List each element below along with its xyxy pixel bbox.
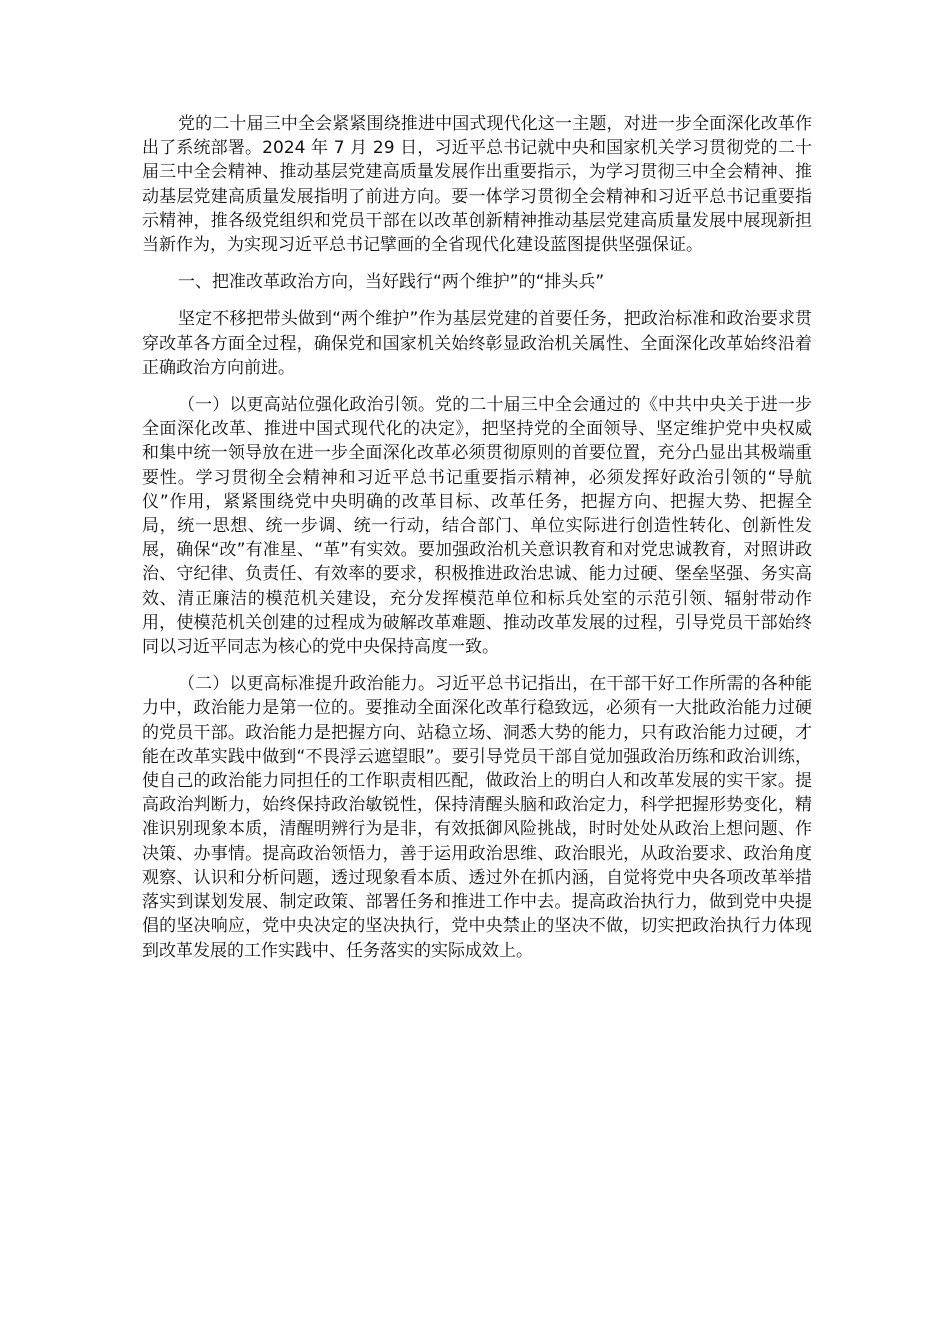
intro-paragraph: 党的二十届三中全会紧紧围绕推进中国式现代化这一主题，对进一步全面深化改革作出了系统部署。2024 年 7 月 29 日，习近平总书记就中央和国家机关学习贯彻党的二十届三中全会精神、推动基层党建高质量发展作出重要指示，为学习贯彻三中全会精神、推动基层党建高质量发展指明了前进方向。要一体学习贯彻全会精神和习近平总书记重要指示精神，推各级党组织和党员干部在以改革创新精神推动基层党建高质量发展中展现新担当新作为，为实现习近平总书记擘画的全省现代化建设蓝图提供坚强保证。 xyxy=(142,114,812,256)
section-1-paragraph: 坚定不移把带头做到“两个维护”作为基层党建的首要任务，把政治标准和政治要求贯穿改革各方面全过程，确保党和国家机关始终彰显政治机关属性、全面深化改革始终沿着正确政治方向前进。 xyxy=(142,309,812,378)
document-body xyxy=(142,112,812,976)
subsection-1-paragraph: （一）以更高站位强化政治引领。党的二十届三中全会通过的《中共中央关于进一步全面深化改革、推进中国式现代化的决定》，把坚持党的全面领导、坚定维护党中央权威和集中统一领导放在进一步全面深化改革必须贯彻原则的首要位置，充分凸显出其极端重要性。学习贯彻全会精神和习近平总书记重要指示精神，必须发挥好政治引领的“导航仪”作用，紧紧围绕党中央明确的改革目标、改革任务，把握方向、把握大势、把握全局，统一思想、统一步调、统一行动，结合部门、单位实际进行创造性转化、创新性发展，确保“改”有准星、“革”有实效。要加强政治机关意识教育和对党忠诚教育，对照讲政治、守纪律、负责任、有效率的要求，积极推进政治忠诚、能力过硬、堡垒坚强、务实高效、清正廉洁的模范机关建设，充分发挥模范单位和标兵处室的示范引领、辐射带动作用，使模范机关创建的过程成为破解改革难题、推动改革发展的过程，引导党员干部始终同以习近平同志为核心的党中央保持高度一致。 xyxy=(142,395,812,658)
subsection-2-paragraph: （二）以更高标准提升政治能力。习近平总书记指出，在干部干好工作所需的各种能力中，政治能力是第一位的。要推动全面深化改革行稳致远，必须有一大批政治能力过硬的党员干部。政治能力是把握方向、站稳立场、洞悉大势的能力，只有政治能力过硬，才能在改革实践中做到“不畏浮云遮望眼”。要引导党员干部自觉加强政治历练和政治训练，使自己的政治能力同担任的工作职责相匹配，做政治上的明白人和改革发展的实干家。提高政治判断力，始终保持政治敏锐性，保持清醒头脑和政治定力，科学把握形势变化，精准识别现象本质，清醒明辨行为是非，有效抵御风险挑战，时时处处从政治上想问题、作决策、办事情。提高政治领悟力，善于运用政治思维、政治眼光，从政治要求、政治角度观察、认识和分析问题，透过现象看本质、透过外在抓内涵，自觉将党中央各项改革举措落实到谋划发展、制定政策、部署任务和推进工作中去。提高政治执行力，做到党中央提倡的坚决响应，党中央决定的坚决执行，党中央禁止的坚决不做，切实把政治执行力体现到改革发展的工作实践中、任务落实的实际成效上。 xyxy=(142,674,812,961)
section-heading-1: 一、把准改革政治方向，当好践行“两个维护”的“排头兵” xyxy=(178,272,605,293)
